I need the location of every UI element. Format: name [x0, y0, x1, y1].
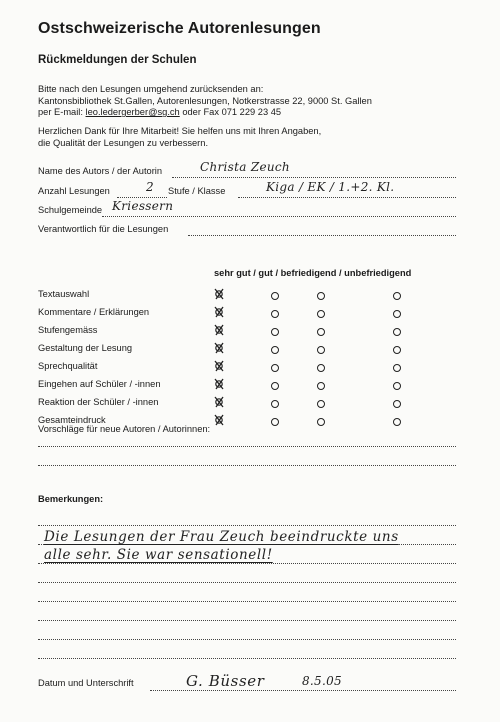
remarks-label: Bemerkungen: — [38, 494, 104, 504]
author-line — [172, 177, 456, 178]
radio-circle[interactable] — [271, 418, 279, 426]
radio-circle[interactable] — [317, 328, 325, 336]
count-line — [117, 197, 167, 198]
criterion-label: Gesamteindruck — [38, 415, 106, 425]
radio-circle[interactable] — [393, 418, 401, 426]
criterion-label: Stufengemäss — [38, 325, 98, 335]
criterion-label: Sprechqualität — [38, 361, 98, 371]
school-value[interactable]: Kriessern — [112, 199, 174, 213]
rating-header: sehr gut / gut / befriedigend / unbefriedigend — [214, 268, 412, 278]
radio-circle[interactable] — [317, 382, 325, 390]
criterion-label: Textauswahl — [38, 289, 90, 299]
email-link[interactable]: leo.ledergerber@sg.ch — [85, 107, 180, 118]
criterion-label: Reaktion der Schüler / -innen — [38, 397, 159, 407]
suggestions-label: Vorschläge für neue Autoren / Autorinnen: — [38, 424, 211, 434]
level-line — [238, 197, 456, 198]
radio-circle[interactable] — [271, 382, 279, 390]
remarks-line-1[interactable]: Die Lesungen der Frau Zeuch beeindruckte uns — [44, 529, 399, 545]
radio-circle[interactable] — [317, 364, 325, 372]
checked-mark-icon[interactable] — [214, 288, 224, 300]
criterion-label: Eingehen auf Schüler / -innen — [38, 379, 161, 389]
responsible-label: Verantwortlich für die Lesungen — [38, 224, 169, 234]
signature-value[interactable]: G. Büsser — [186, 672, 265, 690]
instructions-line-1: Bitte nach den Lesungen umgehend zurücksenden an: — [38, 84, 264, 94]
school-label: Schulgemeinde — [38, 205, 103, 215]
count-label: Anzahl Lesungen — [38, 186, 110, 196]
checked-mark-icon[interactable] — [214, 378, 224, 390]
radio-circle[interactable] — [393, 292, 401, 300]
criterion-label: Kommentare / Erklärungen — [38, 307, 150, 317]
checked-mark-icon[interactable] — [214, 414, 224, 426]
checked-mark-icon[interactable] — [214, 360, 224, 372]
remarks-line[interactable] — [38, 620, 456, 621]
radio-circle[interactable] — [317, 292, 325, 300]
author-value[interactable]: Christa Zeuch — [200, 160, 290, 174]
radio-circle[interactable] — [271, 328, 279, 336]
page-subtitle: Rückmeldungen der Schulen — [38, 54, 197, 66]
remarks-line[interactable] — [38, 563, 456, 564]
radio-circle[interactable] — [271, 292, 279, 300]
radio-circle[interactable] — [271, 346, 279, 354]
radio-circle[interactable] — [393, 400, 401, 408]
radio-circle[interactable] — [393, 364, 401, 372]
remarks-line[interactable] — [38, 525, 456, 526]
thanks-line-2: die Qualität der Lesungen zu verbessern. — [38, 137, 209, 148]
instructions — [38, 84, 372, 119]
remarks-line[interactable] — [38, 639, 456, 640]
level-value[interactable]: Kiga / EK / 1.+2. Kl. — [266, 180, 395, 194]
radio-circle[interactable] — [317, 400, 325, 408]
remarks-line[interactable] — [38, 601, 456, 602]
author-label: Name des Autors / der Autorin — [38, 166, 163, 176]
count-value[interactable]: 2 — [146, 180, 154, 194]
radio-circle[interactable] — [393, 382, 401, 390]
radio-circle[interactable] — [317, 310, 325, 318]
level-label: Stufe / Klasse — [168, 186, 226, 196]
signature-line — [150, 690, 456, 691]
checked-mark-icon[interactable] — [214, 324, 224, 336]
signature-label: Datum und Unterschrift — [38, 678, 134, 688]
school-line — [102, 216, 456, 217]
instructions-line-3: per E-mail: leo.ledergerber@sg.ch oder Fax 071 229 23 45 — [38, 107, 282, 118]
radio-circle[interactable] — [393, 328, 401, 336]
suggestions-line-2[interactable] — [38, 465, 456, 466]
remarks-line-2[interactable]: alle sehr. Sie war sensationell! — [44, 547, 273, 563]
thanks-line-1: Herzlichen Dank für Ihre Mitarbeit! Sie helfen uns mit Ihren Angaben, — [38, 126, 322, 136]
radio-circle[interactable] — [393, 310, 401, 318]
criterion-label: Gestaltung der Lesung — [38, 343, 133, 353]
responsible-line[interactable] — [188, 235, 456, 236]
radio-circle[interactable] — [271, 400, 279, 408]
radio-circle[interactable] — [271, 364, 279, 372]
remarks-line[interactable] — [38, 582, 456, 583]
instructions-line-2: Kantonsbibliothek St.Gallen, Autorenlesungen, Notkerstrasse 22, 9000 St. Gallen — [38, 95, 372, 106]
page-title: Ostschweizerische Autorenlesungen — [38, 20, 321, 37]
radio-circle[interactable] — [317, 418, 325, 426]
suggestions-line-1[interactable] — [38, 446, 456, 447]
radio-circle[interactable] — [271, 310, 279, 318]
checked-mark-icon[interactable] — [214, 342, 224, 354]
radio-circle[interactable] — [317, 346, 325, 354]
thanks-note — [38, 126, 321, 149]
date-value[interactable]: 8.5.05 — [302, 674, 342, 688]
radio-circle[interactable] — [393, 346, 401, 354]
remarks-line[interactable] — [38, 658, 456, 659]
checked-mark-icon[interactable] — [214, 306, 224, 318]
checked-mark-icon[interactable] — [214, 396, 224, 408]
